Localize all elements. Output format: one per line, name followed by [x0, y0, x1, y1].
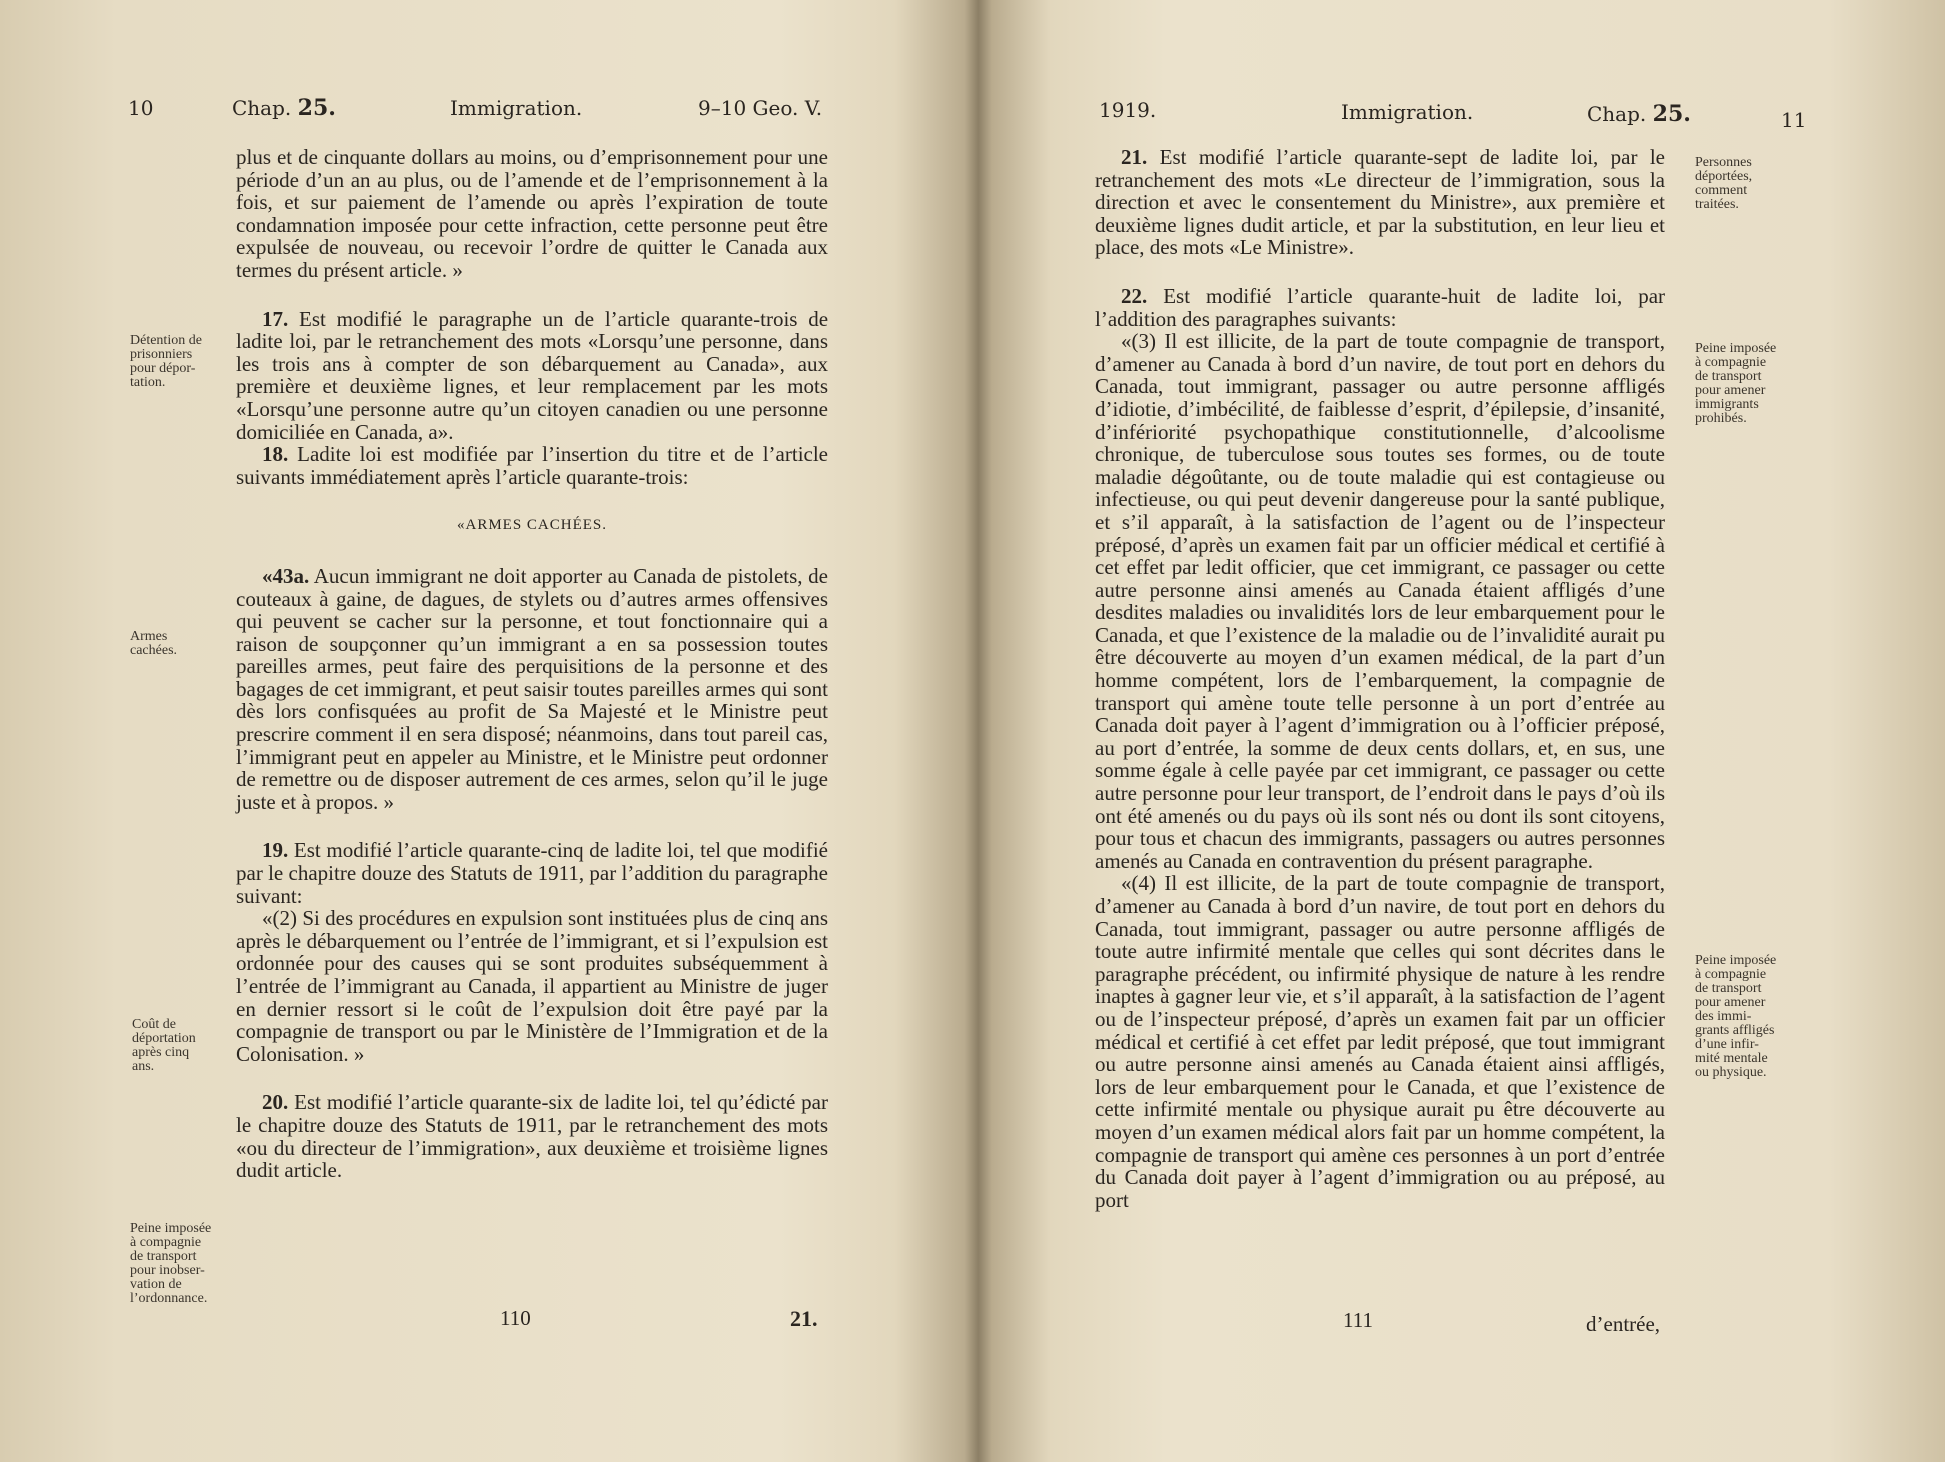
- folio: 110: [500, 1306, 531, 1330]
- left-page: [0, 0, 972, 1462]
- section-17: 17. Est modifié le paragraphe un de l’article quarante-trois de ladite loi, par le retranchement des mots «Lorsqu’une personne, dans les trois ans à compter de son débarquement au Canada», aux première et deuxième lignes, et leur remplacement par les mots «Lorsqu’une personne autre qu’un citoyen canadien ou une personne domiciliée en Canada, a».: [236, 306, 829, 444]
- section-20: 20. Est modifié l’article quarante-six de ladite loi, tel qu’édicté par le chapitre douze des Statuts de 1911, par le retranchement des mots «ou du directeur de l’immigration», aux deuxième et troisième lignes dudit article.: [236, 1090, 828, 1183]
- section-43a: «43a. Aucun immigrant ne doit apporter au Canada de pistolets, de couteaux à gaine, de dagues, de stylets ou d’autres armes offensives qui peuvent se cacher sur la personne, et tout fonctionnaire qui a raison de soupçonner qu’un immigrant a en sa possession toutes pareilles armes, peut faire des perquisitions de la personne et des bagages de cet immigrant, et peut saisir toutes pareilles armes qui sont dès lors confisquées au profit de Sa Majesté et le Ministre peut prescrire comment il en sera disposé; néanmoins, dans tout pareil cas, l’immigrant peut en appeler au Ministre, et le Ministre peut ordonner de remettre ou de disposer autrement de ces armes, selon qu’il le juge juste et à propos. »: [236, 563, 828, 814]
- chapter-word: Chap.: [232, 96, 292, 120]
- section-number: 17.: [262, 306, 289, 331]
- section-number: 21.: [1121, 145, 1148, 169]
- subsection-4: «(4) Il est illicite, de la part de toute compagnie de transport, d’amener au Canada à bord d’un navire, de tout port en dehors du Canada, tout immigrant, passager ou autre personne affligés de toute autre infirmité mentale que celles qui sont décrites dans le paragraphe précédent, ou infirmité physique de nature à les rendre inaptes à gagner leur vie, et s’il apparaît, à la satisfaction de l’agent ou de l’inspecteur préposé, d’après un examen fait par un officier médical et certifié à cet effet par ledit préposé, que tout immigrant ou autre personne ainsi amenés au Canada étaient ainsi affligés, lors de leur embarquement pour le Canada, et que l’existence de cette infirmité mentale ou physique aurait pu être découverte au moyen d’un examen médical alors fait par un homme compétent, la compagnie de transport qui amène ces personnes à un port d’entrée du Canada doit payer à l’agent d’immigration ou au préposé, au port: [1095, 871, 1665, 1212]
- chapter-label: [232, 96, 336, 120]
- chapter-word: Chap.: [1587, 102, 1647, 126]
- section-number: 22.: [1121, 283, 1148, 308]
- running-title: Immigration.: [450, 96, 583, 120]
- margin-note: Détention de prisonniers pour dépor- tation.: [130, 333, 202, 390]
- page-number: 10: [128, 96, 154, 120]
- section-number: 19.: [262, 838, 289, 863]
- section-number: «43a.: [262, 563, 310, 588]
- left-body: [236, 146, 828, 1182]
- section-19-subsection: «(2) Si des procédures en expulsion sont instituées plus de cinq ans après le débarquement ou l’entrée de l’immigrant, et si l’expulsion est ordonnée pour des causes qui se sont produites subséquemment à l’entrée de l’immigrant au Canada, il appartient au Ministre de juger en dernier ressort si le coût de l’expulsion doit être payé par la compagnie de transport ou par le Ministère de l’Immigration et de la Colonisation. »: [236, 906, 828, 1066]
- margin-note: Peine imposée à compagnie de transport pour inobser- vation de l’ordonnance.: [130, 1221, 212, 1306]
- folio: 111: [1343, 1308, 1373, 1332]
- section-number: 20.: [262, 1090, 289, 1115]
- year: 1919.: [1099, 98, 1157, 122]
- margin-note: Coût de déportation après cinq ans.: [132, 1017, 196, 1074]
- chapter-label: [1587, 102, 1691, 126]
- running-title: Immigration.: [1341, 100, 1474, 124]
- section-21: 21. Est modifié l’article quarante-sept de ladite loi, par le retranchement des mots «Le directeur de l’immigration, sous la direction et avec le consentement du Ministre», aux première et deuxième lignes dudit article, et par la substitution, en leur lieu et place, des mots «Le Ministre».: [1095, 145, 1666, 260]
- margin-note: Armes cachées.: [130, 629, 178, 658]
- right-body: [1095, 146, 1665, 1211]
- margin-note: Peine imposée à compagnie de transport pour amener des immi- grants affligés d’une infir- mité mentale ou physique.: [1695, 953, 1777, 1080]
- section-heading: «ARMES CACHÉES.: [456, 517, 608, 534]
- section-19: 19. Est modifié l’article quarante-cinq de ladite loi, tel que modifié par le chapitre douze des Statuts de 1911, par l’addition du paragraphe suivant:: [236, 838, 829, 908]
- catchword: d’entrée,: [1586, 1312, 1661, 1336]
- section-18: 18. Ladite loi est modifiée par l’insertion du titre et de l’article suivants immédiatement après l’article quarante-trois:: [236, 442, 829, 489]
- section-number: 18.: [262, 442, 289, 467]
- paragraph-continued: plus et de cinquante dollars au moins, ou d’emprisonnement pour une période d’un an au plus, ou de l’amende et de l’emprisonnement à la fois, et sur paiement de l’amende ou après l’expiration de toute condamnation imposée pour cette infraction, cette personne peut être expulsée de nouveau, ou recevoir l’ordre de quitter le Canada aux termes du présent article. »: [236, 145, 828, 282]
- chapter-number: 25.: [1652, 101, 1691, 127]
- subsection-3: «(3) Il est illicite, de la part de toute compagnie de transport, d’amener au Canada à bord d’un navire, de tout port en dehors du Canada, tout immigrant, passager ou autre personne affligés d’idiotie, d’imbécilité, de faiblesse d’esprit, d’épilepsie, d’insanité, d’infériorité psychopathique constitutionnelle, d’alcoolisme chronique, de tuberculose sous toutes ses formes, ou de toute maladie dégoûtante, ou de toute maladie qui est contagieuse ou infectieuse, ou qui peut devenir dangereuse pour la santé publique, et s’il apparaît, à la satisfaction de l’agent ou de l’inspecteur préposé, d’après un examen fait par un officier médical et certifié à cet effet par ledit officier, que cet immigrant, ce passager ou cette autre personne ainsi amenés au Canada étaient affligés d’une desdites maladies ou invalidités lors de leur embarquement pour le Canada, et que l’existence de la maladie ou de l’invalidité aurait pu être découverte au moyen d’un examen médical, de la part d’un homme compétent, lors de l’embarquement, la compagnie de transport qui amène toute telle personne à un port d’entrée au Canada doit payer à l’agent d’immigration ou à l’officier préposé, au port d’entrée, la somme de deux cents dollars, et, en sus, une somme égale à celle payée par cet immigrant, ce passager ou cette autre personne pour leur transport, de l’endroit dans le pays d’où ils ont été amenés ou du pays où ils sont nés ou dont ils sont citoyens, pour tous et chacun des immigrants, passagers ou autres personnes amenés au Canada en contravention du présent paragraphe.: [1095, 329, 1665, 873]
- page-number: 11: [1781, 108, 1807, 132]
- margin-note: Peine imposée à compagnie de transport pour amener immigrants prohibés.: [1695, 341, 1777, 426]
- margin-note: Personnes déportées, comment traitées.: [1695, 155, 1753, 212]
- section-22: 22. Est modifié l’article quarante-huit de ladite loi, par l’addition des paragraphes suivants:: [1095, 283, 1666, 331]
- right-page: [973, 0, 1945, 1462]
- chapter-number: 25.: [297, 95, 336, 121]
- regnal-year: 9–10 Geo. V.: [698, 96, 823, 120]
- catchword: 21.: [790, 1306, 818, 1331]
